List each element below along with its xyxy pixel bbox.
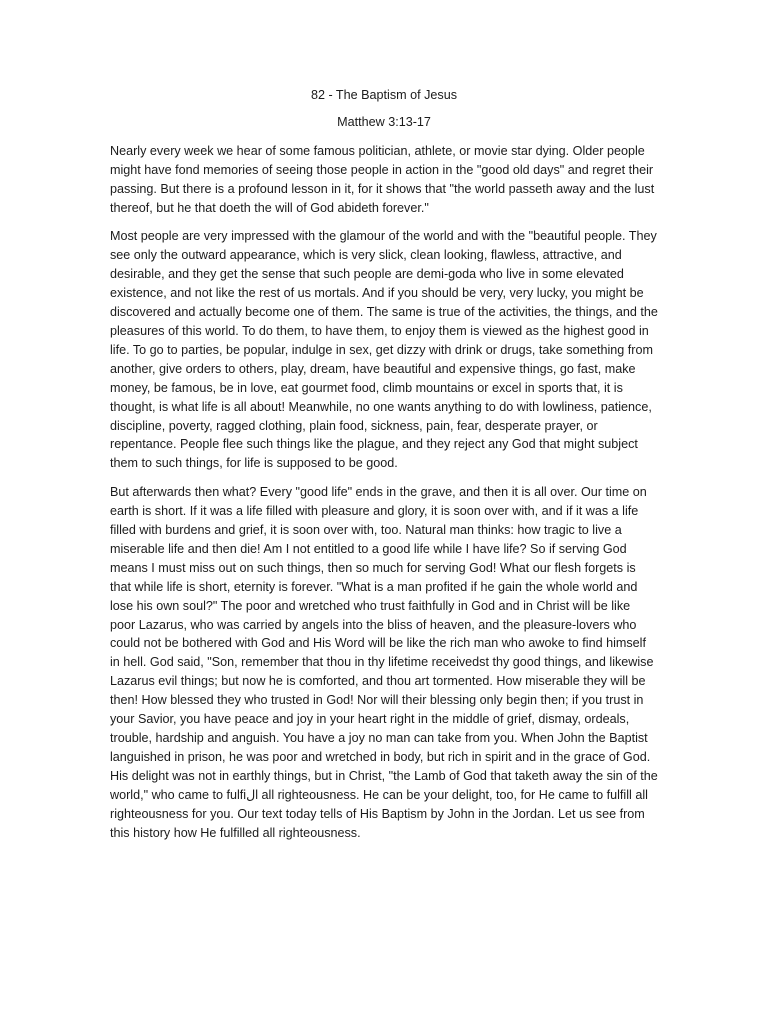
- scripture-reference: Matthew 3:13-17: [337, 114, 431, 129]
- paragraph-3: But afterwards then what? Every "good life" ends in the grave, and then it is all over. Our time on earth is short. If it was a life filled with pleasure and glory, it is soon over with, and if it was a life filled with burdens and grief, it is soon over with, too. Natural man thinks: how tragic to live a miserable life and then die! Am I not entitled to a good life while I have life? So if serving God means I must miss out on such things, then so much for serving God! What our flesh forgets is that while life is short, eternity is forever. "What is a man profited if he gain the whole world and lose his own soul?" The poor and wretched who trust faithfully in God and in Christ will be like poor Lazarus, who was carried by angels into the bliss of heaven, and the pleasure-lovers who could not be bothered with God and His Word will be like the rich man who awoke to find himself in hell. God said, "Son, remember that thou in thy lifetime receivedst thy good things, and likewise Lazarus evil things; but now he is comforted, and thou art tormented. How miserable they will be then! How blessed they who trusted in God! Nor will their blessing only begin then; if you trust in your Savior, you have peace and joy in your heart right in the middle of grief, dismay, ordeals, trouble, hardship and anguish. You have a joy no man can take from you. When John the Baptist languished in prison, he was poor and wretched in body, but rich in spirit and in the grace of God. His delight was not in earthly things, but in Christ, "the Lamb of God that taketh away the sin of the world," who came to fulfiلl all righteousness. He can be your delight, too, for He came to fulfill all righteousness for you. Our text today tells of His Baptism by John in the Jordan. Let us see from this history how He fulfilled all righteousness.: [110, 485, 658, 840]
- paragraph-1: Nearly every week we hear of some famous politician, athlete, or movie star dying. Older people might have fond memories of seeing those people in action in the "good old days" and regret their passing. But there is a profound lesson in it, for it shows that "the world passeth away and the lust thereof, but he that doeth the will of God abideth forever.": [110, 143, 655, 215]
- page-title: 82 - The Baptism of Jesus: [310, 88, 458, 102]
- document-body: [110, 86, 658, 852]
- paragraph-2: Most people are very impressed with the glamour of the world and with the "beautiful people. They see only the outward appearance, which is very slick, clean looking, flawless, attractive, and desirable, and they get the sense that such people are demi-goda who live in some elevated existence, and not like the rest of us mortals. And if you should be very, very lucky, you might be discovered and actually become one of them. The same is true of the activities, the things, and the pleasures of this world. To do them, to have them, to enjoy them is viewed as the highest good in life. To go to parties, be popular, indulge in sex, get dizzy with drink or drugs, take something from another, give orders to others, play, dream, have beautiful and expensive things, go fast, make money, be famous, be in love, eat gourmet food, climb mountains or excel in sports that, it is thought, is what life is all about! Meanwhile, no one wants anything to do with lowliness, patience, discipline, poverty, ragged clothing, plain food, sickness, pain, fear, desperate prayer, or repentance. People flee such things like the plague, and they reject any God that might subject them to such things, for life is supposed to be good.: [110, 229, 658, 471]
